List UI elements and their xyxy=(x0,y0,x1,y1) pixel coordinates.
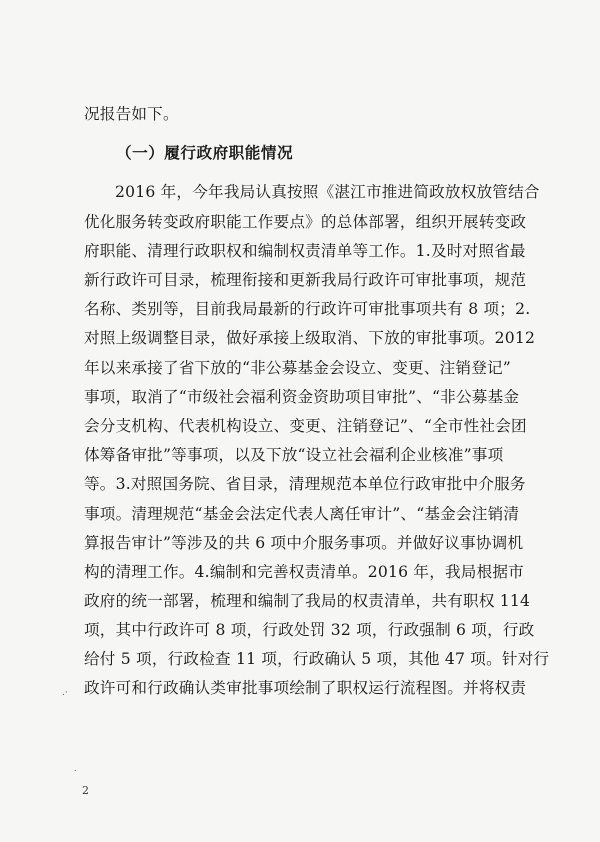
text-line-18: 给付 5 项，行政检查 11 项，行政确认 5 项，其他 47 项。针对行 xyxy=(84,650,550,668)
text-line-10: 会分支机构、代表机构设立、变更、注销登记”、“全市性社会团 xyxy=(84,417,527,435)
text-line-9: 事项，取消了“市级社会福利资金资助项目审批”、“非公募基金 xyxy=(84,388,520,406)
scan-speck: .· xyxy=(62,688,68,698)
text-line-11: 体筹备审批”等事项，以及下放“设立社会福利企业核准”事项 xyxy=(84,446,504,464)
text-line-13: 事项。清理规范“基金会法定代表人离任审计”、“基金会注销清 xyxy=(84,505,520,523)
text-line-19: 政许可和行政确认类审批事项绘制了职权运行流程图。并将权责 xyxy=(84,679,527,697)
text-line-7: 对照上级调整目录，做好承接上级取消、下放的审批事项。2012 xyxy=(84,329,536,347)
section-heading: （一）履行政府职能情况 xyxy=(116,143,294,162)
text-line-2: 2016 年，今年我局认真按照《湛江市推进简政放权放管结合 xyxy=(115,183,540,201)
text-line-6: 名称、类别等，目前我局最新的行政许可审批事项共有 8 项；2. xyxy=(84,300,531,318)
text-line-3: 优化服务转变政府职能工作要点》的总体部署，组织开展转变政 xyxy=(84,213,527,231)
text-line-12: 等。3.对照国务院、省目录，清理规范本单位行政审批中介服务 xyxy=(84,475,526,493)
text-line-5: 新行政许可目录，梳理衔接和更新我局行政许可审批事项，规范 xyxy=(84,271,527,289)
text-line-14: 算报告审计”等涉及的共 6 项中介服务事项。并做好议事协调机 xyxy=(84,534,524,552)
text-line-4: 府职能、清理行政职权和编制权责清单等工作。1.及时对照省最 xyxy=(84,242,526,260)
text-line-8: 年以来承接了省下放的“非公募基金会设立、变更、注销登记” xyxy=(84,359,511,377)
text-line-15: 构的清理工作。4.编制和完善权责清单。2016 年，我局根据市 xyxy=(84,563,524,581)
text-line-17: 项，其中行政许可 8 项，行政处罚 32 项，行政强制 6 项，行政 xyxy=(84,621,535,639)
scan-speck: ˙ xyxy=(73,770,78,780)
text-line-16: 政府的统一部署，梳理和编制了我局的权责清单，共有职权 114 xyxy=(84,592,531,610)
page-number: 2 xyxy=(82,784,89,797)
text-line-1: 况报告如下。 xyxy=(84,105,179,123)
